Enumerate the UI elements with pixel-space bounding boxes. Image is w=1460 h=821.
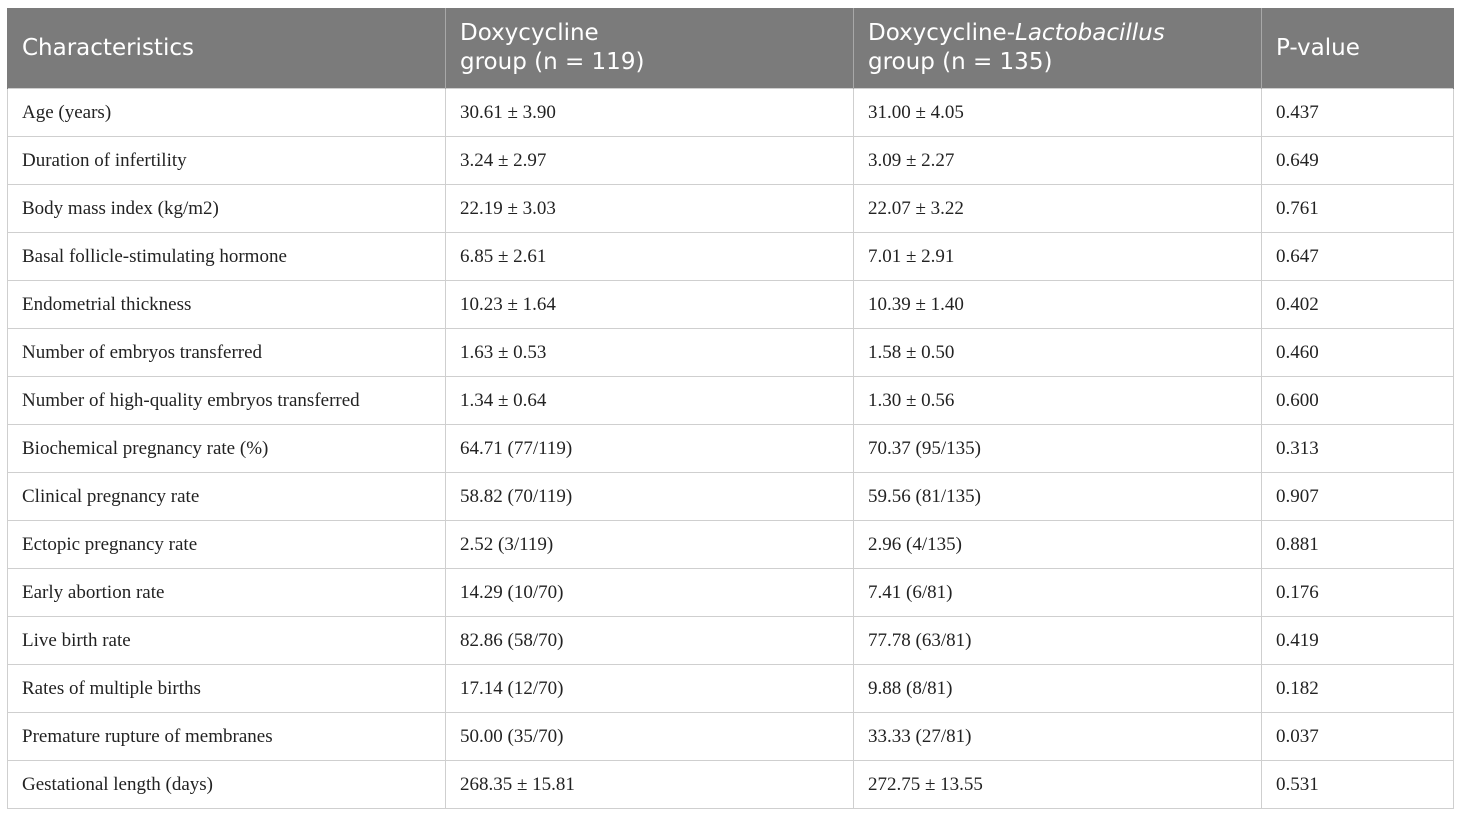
cell-p-value: 0.761 xyxy=(1262,185,1454,233)
table-body xyxy=(8,89,1454,809)
header-p-value-label: P-value xyxy=(1276,34,1360,61)
cell-characteristic: Basal follicle-stimulating hormone xyxy=(8,233,446,281)
cell-p-value: 0.647 xyxy=(1262,233,1454,281)
table-row xyxy=(8,185,1454,233)
header-row xyxy=(8,8,1454,89)
cell-doxycycline-lactobacillus: 10.39 ± 1.40 xyxy=(854,281,1262,329)
cell-doxycycline: 10.23 ± 1.64 xyxy=(446,281,854,329)
cell-doxycycline: 1.63 ± 0.53 xyxy=(446,329,854,377)
cell-characteristic: Early abortion rate xyxy=(8,569,446,617)
table-row xyxy=(8,569,1454,617)
cell-doxycycline: 58.82 (70/119) xyxy=(446,473,854,521)
cell-p-value: 0.907 xyxy=(1262,473,1454,521)
table-row xyxy=(8,713,1454,761)
cell-characteristic: Rates of multiple births xyxy=(8,665,446,713)
table-row xyxy=(8,137,1454,185)
cell-doxycycline-lactobacillus: 2.96 (4/135) xyxy=(854,521,1262,569)
cell-doxycycline: 1.34 ± 0.64 xyxy=(446,377,854,425)
cell-doxycycline: 14.29 (10/70) xyxy=(446,569,854,617)
table-row xyxy=(8,617,1454,665)
table-row xyxy=(8,233,1454,281)
cell-doxycycline: 6.85 ± 2.61 xyxy=(446,233,854,281)
table-row xyxy=(8,281,1454,329)
cell-p-value: 0.881 xyxy=(1262,521,1454,569)
header-doxycycline-group xyxy=(446,8,854,89)
cell-characteristic: Number of high-quality embryos transferred xyxy=(8,377,446,425)
cell-p-value: 0.600 xyxy=(1262,377,1454,425)
header-doxycycline-line1: Doxycycline xyxy=(460,20,599,46)
cell-doxycycline-lactobacillus: 59.56 (81/135) xyxy=(854,473,1262,521)
cell-characteristic: Duration of infertility xyxy=(8,137,446,185)
table-row xyxy=(8,665,1454,713)
cell-doxycycline: 268.35 ± 15.81 xyxy=(446,761,854,809)
cell-doxycycline-lactobacillus: 7.01 ± 2.91 xyxy=(854,233,1262,281)
cell-p-value: 0.419 xyxy=(1262,617,1454,665)
header-doxy-lacto-line2: group (n = 135) xyxy=(868,49,1053,75)
cell-characteristic: Biochemical pregnancy rate (%) xyxy=(8,425,446,473)
cell-characteristic: Live birth rate xyxy=(8,617,446,665)
cell-p-value: 0.313 xyxy=(1262,425,1454,473)
cell-doxycycline: 2.52 (3/119) xyxy=(446,521,854,569)
table-row xyxy=(8,473,1454,521)
cell-characteristic: Premature rupture of membranes xyxy=(8,713,446,761)
cell-p-value: 0.037 xyxy=(1262,713,1454,761)
header-p-value xyxy=(1262,8,1454,89)
table-header xyxy=(8,8,1454,89)
cell-p-value: 0.176 xyxy=(1262,569,1454,617)
cell-characteristic: Clinical pregnancy rate xyxy=(8,473,446,521)
cell-doxycycline: 17.14 (12/70) xyxy=(446,665,854,713)
cell-characteristic: Number of embryos transferred xyxy=(8,329,446,377)
cell-doxycycline-lactobacillus: 31.00 ± 4.05 xyxy=(854,89,1262,137)
header-characteristics xyxy=(8,8,446,89)
header-doxy-lacto-italic: Lactobacillus xyxy=(1015,20,1165,46)
cell-doxycycline: 30.61 ± 3.90 xyxy=(446,89,854,137)
cell-p-value: 0.437 xyxy=(1262,89,1454,137)
table-row xyxy=(8,521,1454,569)
cell-doxycycline: 3.24 ± 2.97 xyxy=(446,137,854,185)
cell-characteristic: Body mass index (kg/m2) xyxy=(8,185,446,233)
cell-characteristic: Gestational length (days) xyxy=(8,761,446,809)
cell-doxycycline: 50.00 (35/70) xyxy=(446,713,854,761)
table-row xyxy=(8,329,1454,377)
cell-p-value: 0.402 xyxy=(1262,281,1454,329)
characteristics-table xyxy=(7,8,1454,809)
cell-doxycycline-lactobacillus: 9.88 (8/81) xyxy=(854,665,1262,713)
header-doxycycline-lactobacillus-group xyxy=(854,8,1262,89)
cell-characteristic: Age (years) xyxy=(8,89,446,137)
table-row xyxy=(8,761,1454,809)
cell-doxycycline-lactobacillus: 33.33 (27/81) xyxy=(854,713,1262,761)
cell-p-value: 0.531 xyxy=(1262,761,1454,809)
cell-doxycycline-lactobacillus: 7.41 (6/81) xyxy=(854,569,1262,617)
cell-doxycycline-lactobacillus: 272.75 ± 13.55 xyxy=(854,761,1262,809)
cell-p-value: 0.649 xyxy=(1262,137,1454,185)
cell-doxycycline-lactobacillus: 22.07 ± 3.22 xyxy=(854,185,1262,233)
cell-doxycycline-lactobacillus: 77.78 (63/81) xyxy=(854,617,1262,665)
header-characteristics-label: Characteristics xyxy=(22,34,194,61)
cell-doxycycline-lactobacillus: 3.09 ± 2.27 xyxy=(854,137,1262,185)
cell-characteristic: Ectopic pregnancy rate xyxy=(8,521,446,569)
cell-characteristic: Endometrial thickness xyxy=(8,281,446,329)
cell-p-value: 0.460 xyxy=(1262,329,1454,377)
cell-doxycycline-lactobacillus: 1.30 ± 0.56 xyxy=(854,377,1262,425)
table-row xyxy=(8,377,1454,425)
header-doxy-lacto-prefix: Doxycycline- xyxy=(868,20,1016,46)
cell-p-value: 0.182 xyxy=(1262,665,1454,713)
cell-doxycycline: 22.19 ± 3.03 xyxy=(446,185,854,233)
table-row xyxy=(8,89,1454,137)
header-doxycycline-line2: group (n = 119) xyxy=(460,49,645,75)
cell-doxycycline: 64.71 (77/119) xyxy=(446,425,854,473)
table-row xyxy=(8,425,1454,473)
cell-doxycycline-lactobacillus: 1.58 ± 0.50 xyxy=(854,329,1262,377)
cell-doxycycline-lactobacillus: 70.37 (95/135) xyxy=(854,425,1262,473)
cell-doxycycline: 82.86 (58/70) xyxy=(446,617,854,665)
